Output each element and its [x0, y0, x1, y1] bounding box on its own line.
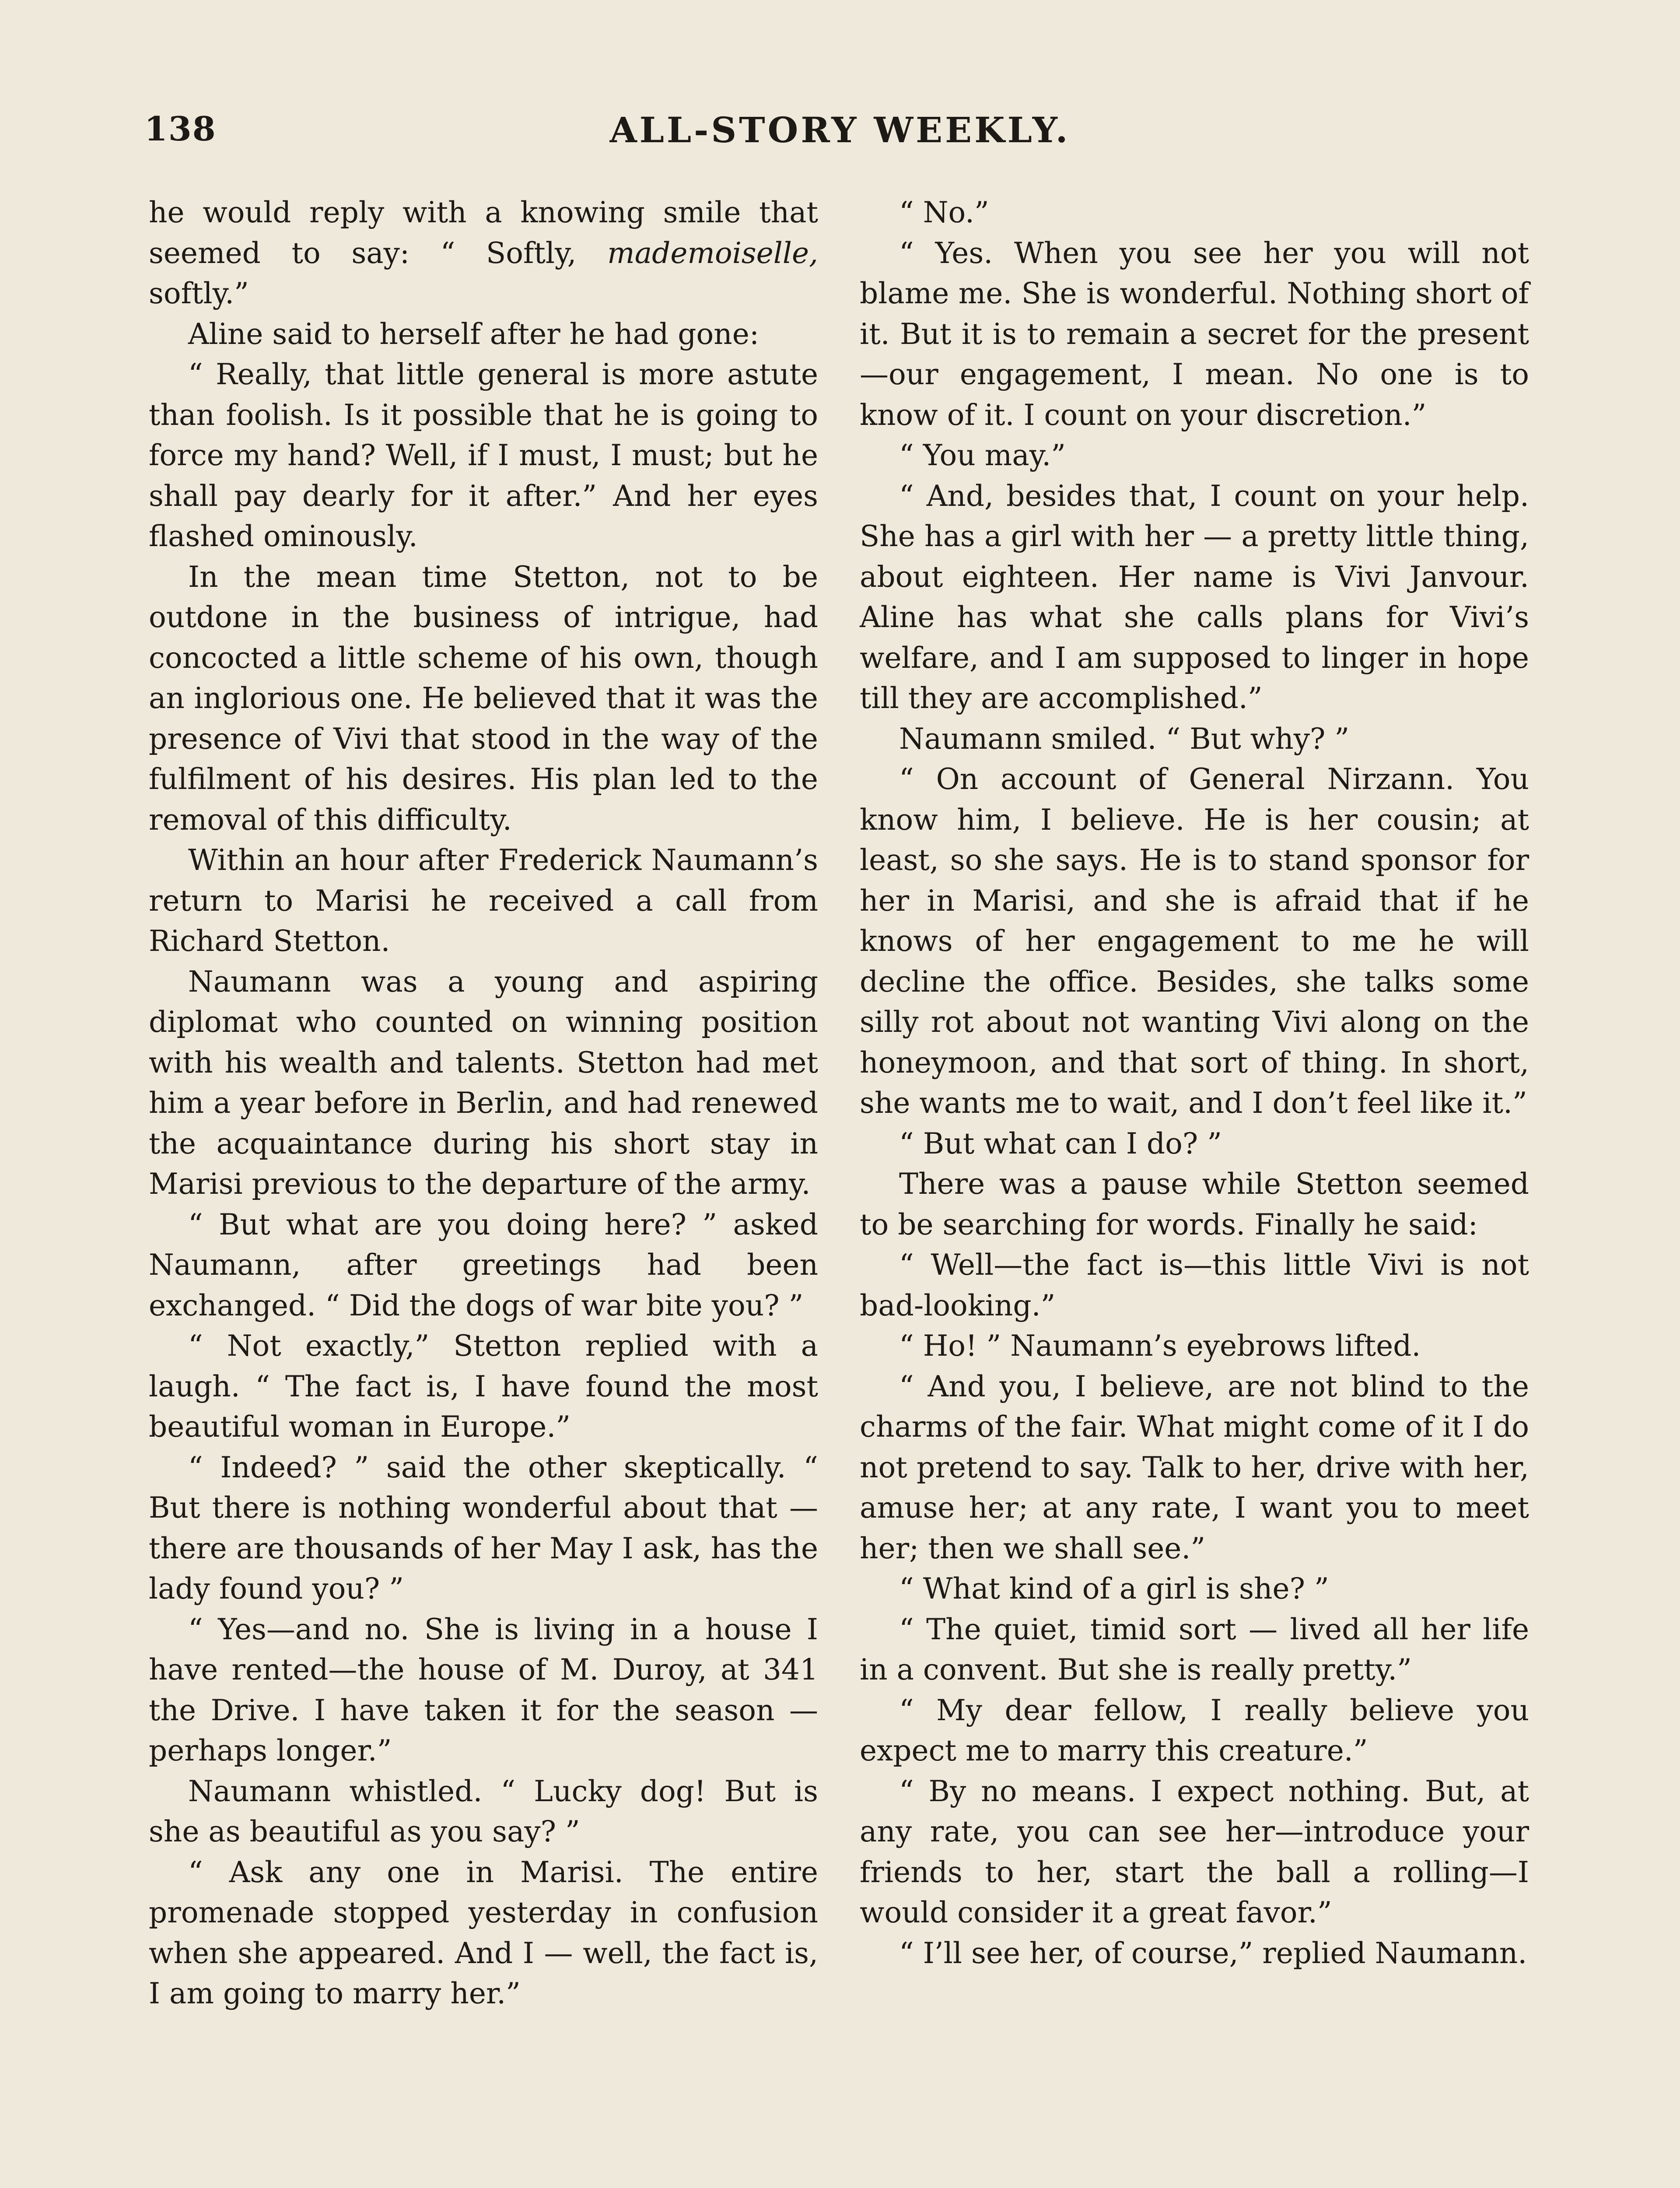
paragraph: Naumann smiled. “ But why? ”: [899, 722, 1350, 756]
paragraph: “ But what are you doing here? ” asked Naumann, after greetings had been exchanged. “ Did the dogs of war bite you? ”: [149, 1207, 818, 1322]
paragraph: “ Not exactly,” Stetton replied with a laugh. “ The fact is, I have found the most beautiful woman in Europe.”: [149, 1329, 818, 1444]
paragraph: “ The quiet, timid sort — lived all her life in a convent. But she is really pretty.”: [860, 1612, 1529, 1687]
paragraph: “ Yes. When you see her you will not blame me. She is wonderful. Nothing short of it. But it is to remain a secret for the present—our engagement, I mean. No one is to know of it. I count on your discretion.”: [860, 236, 1529, 432]
paragraph: he would reply with a knowing smile that seemed to say: “ Softly, mademoiselle, softly.”: [149, 196, 818, 310]
running-head: ALL-STORY WEEKLY.: [609, 109, 1071, 151]
paragraph: “ What kind of a girl is she? ”: [899, 1572, 1329, 1606]
left-column: [149, 193, 818, 2014]
paragraph: “ Ho! ” Naumann’s eyebrows lifted.: [899, 1329, 1421, 1363]
paragraph: “ On account of General Nirzann. You know him, I believe. He is her cousin; at least, so she says. He is to stand sponsor for her in Marisi, and she is afraid that if he knows of her engagement to me he will decline the office. Besides, she talks some silly rot about not wanting Vivi along on the honeymoon, and that sort of thing. In short, she wants me to wait, and I don’t feel like it.”: [860, 762, 1529, 1120]
paragraph: Within an hour after Frederick Naumann’s return to Marisi he received a call from Richard Stetton.: [149, 843, 818, 958]
page-header: [144, 109, 1536, 166]
paragraph: “ I’ll see her, of course,” replied Naumann.: [899, 1936, 1527, 1970]
paragraph: “ By no means. I expect nothing. But, at any rate, you can see her—introduce your friends to her, start the ball a rolling—I would consider it a great favor.”: [860, 1774, 1529, 1929]
paragraph: “ Indeed? ” said the other skeptically. “ But there is nothing wonderful about that — there are thousands of her May I ask, has the lady found you? ”: [149, 1450, 818, 1606]
paragraph: “ But what can I do? ”: [899, 1126, 1222, 1161]
paragraph: “ And you, I believe, are not blind to the charms of the fair. What might come of it I do not pretend to say. Talk to her, drive with her, amuse her; at any rate, I want you to meet her; then we shall see.”: [860, 1369, 1529, 1565]
paragraph: “ Yes—and no. She is living in a house I have rented—the house of M. Duroy, at 341 the Drive. I have taken it for the season — perhaps longer.”: [149, 1612, 818, 1767]
paragraph: “ You may.”: [899, 438, 1066, 472]
right-column: [860, 193, 1529, 1974]
paragraph: “ No.”: [899, 196, 989, 229]
paragraph: “ And, besides that, I count on your help. She has a girl with her — a pretty little thing, about eighteen. Her name is Vivi Janvour. Aline has what she calls plans for Vivi’s welfare, and I am supposed to linger in hope till they are accomplished.”: [860, 479, 1529, 715]
paragraph: Naumann was a young and aspiring diplomat who counted on winning position with his wealth and talents. Stetton had met him a year before in Berlin, and had renewed the acquaintance during his short stay in Marisi previous to the departure of the army.: [149, 964, 818, 1201]
paragraph: “ Ask any one in Marisi. The entire promenade stopped yesterday in confusion when she appeared. And I — well, the fact is, I am going to marry her.”: [149, 1855, 818, 2010]
paragraph: Naumann whistled. “ Lucky dog! But is she as beautiful as you say? ”: [149, 1774, 818, 1848]
paragraph: Aline said to herself after he had gone:: [188, 317, 760, 351]
paragraph: “ Well—the fact is—this little Vivi is not bad-looking.”: [860, 1248, 1529, 1322]
paragraph: There was a pause while Stetton seemed to be searching for words. Finally he said:: [860, 1167, 1529, 1241]
paragraph: “ Really, that little general is more astute than foolish. Is it possible that he is going to force my hand? Well, if I must, I must; but he shall pay dearly for it after.” And her eyes flashed ominously.: [149, 358, 818, 553]
paragraph: In the mean time Stetton, not to be outdone in the business of intrigue, had concocted a little scheme of his own, though an inglorious one. He believed that it was the presence of Vivi that stood in the way of the fulfilment of his desires. His plan led to the removal of this difficulty.: [149, 560, 818, 837]
paragraph: “ My dear fellow, I really believe you expect me to marry this creature.”: [860, 1693, 1529, 1767]
page-number: 138: [144, 109, 217, 148]
